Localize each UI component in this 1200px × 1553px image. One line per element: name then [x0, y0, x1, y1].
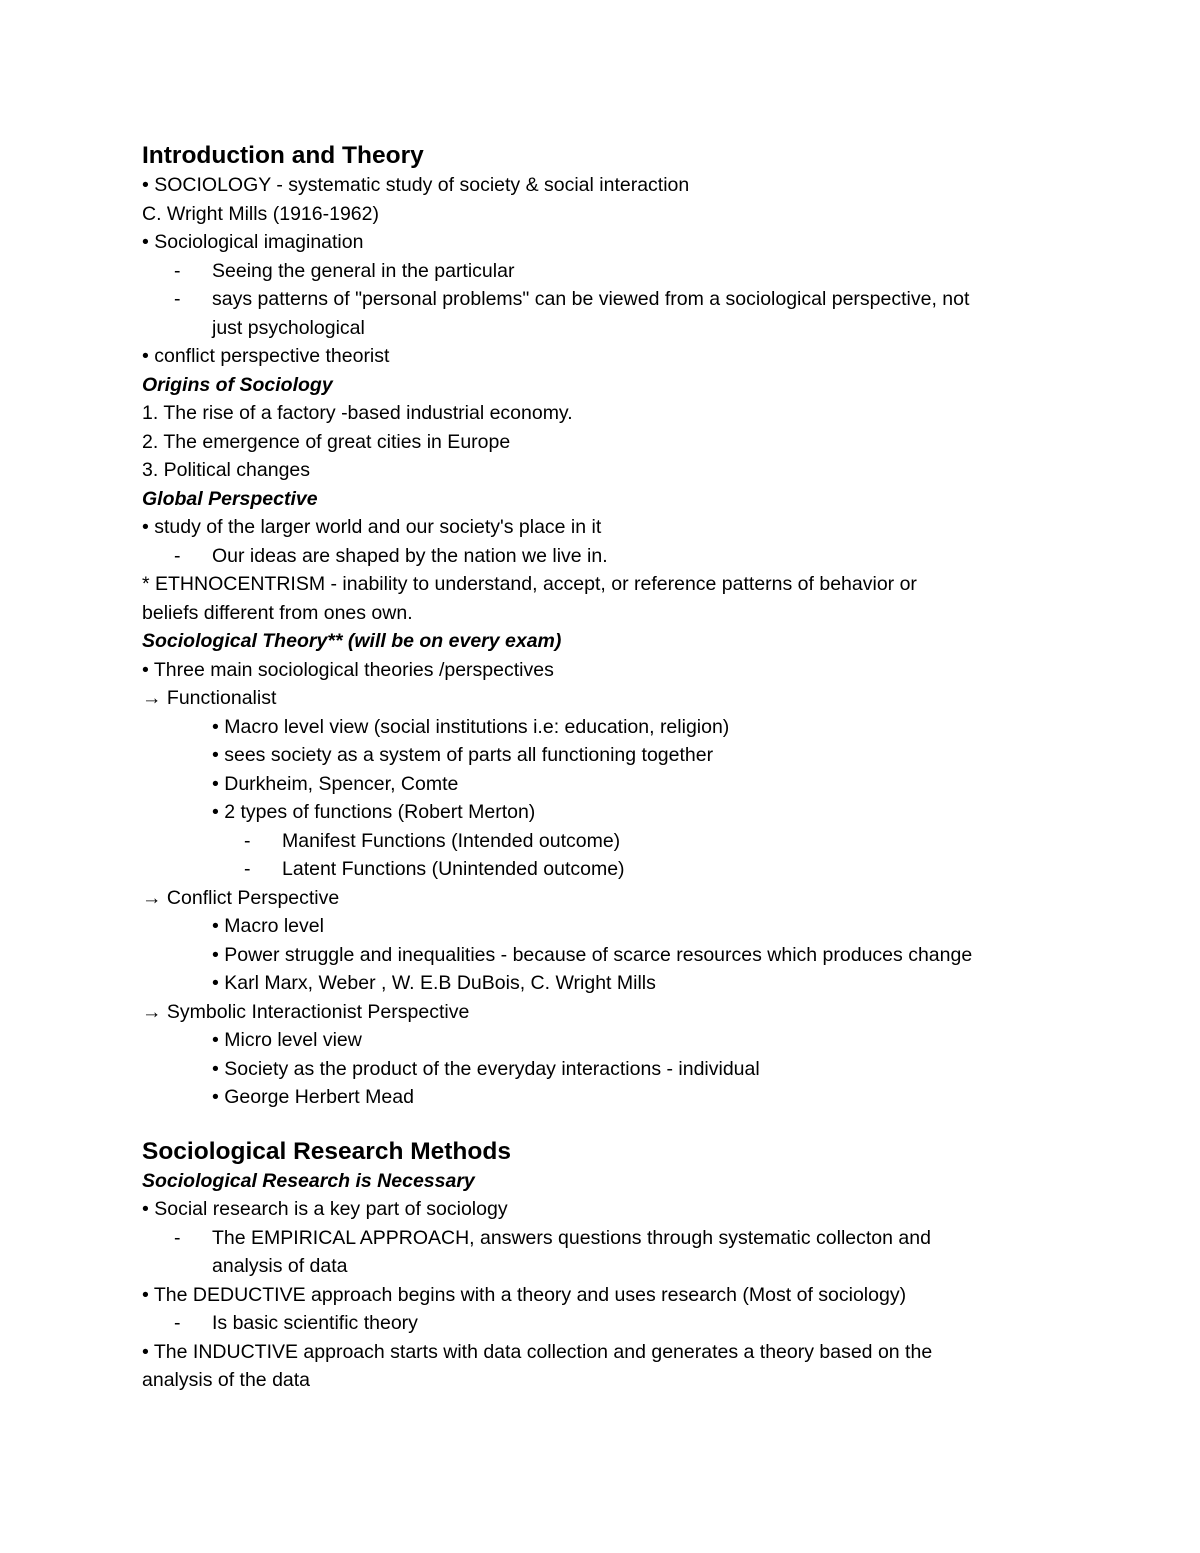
list-item: - Latent Functions (Unintended outcome): [244, 858, 625, 880]
line-sociology-definition: • SOCIOLOGY - systematic study of society & social interaction: [142, 174, 690, 196]
heading-introduction-and-theory: Introduction and Theory: [142, 142, 424, 169]
line-inductive: • The INDUCTIVE approach starts with data collection and generates a theory based on the: [142, 1340, 933, 1363]
subheading-sociological-theory: Sociological Theory** (will be on every exam): [142, 630, 562, 652]
section-gap: [142, 1112, 1082, 1137]
heading-functionalist: → Functionalist: [142, 687, 277, 709]
line-ethnocentrism: * ETHNOCENTRISM - inability to understand, accept, or reference patterns of behavior or: [142, 573, 917, 595]
list-item: - Seeing the general in the particular: [174, 259, 515, 282]
subheading-global-perspective: Global Perspective: [142, 487, 318, 510]
line-ethnocentrism-continuation: beliefs different from ones own.: [142, 601, 413, 624]
list-item: - says patterns of "personal problems" can be viewed from a sociological perspective, not: [174, 288, 970, 310]
list-item-continuation: analysis of data: [212, 1255, 348, 1277]
list-item-continuation: just psychological: [212, 316, 365, 339]
list-item: • 2 types of functions (Robert Merton): [212, 801, 536, 823]
subheading-origins-of-sociology: Origins of Sociology: [142, 373, 333, 396]
list-item: • Macro level: [212, 915, 324, 937]
list-item: - Our ideas are shaped by the nation we live in.: [174, 544, 608, 567]
list-item-text: says patterns of "personal problems" can be viewed from a sociological perspective, not: [212, 288, 970, 310]
list-item: • Macro level view (social institutions i.e: education, religion): [212, 715, 730, 738]
list-item: • Power struggle and inequalities - because of scarce resources which produces change: [212, 943, 973, 966]
list-item: - The EMPIRICAL APPROACH, answers questions through systematic collecton and: [174, 1226, 931, 1249]
line-deductive: • The DEDUCTIVE approach begins with a theory and uses research (Most of sociology): [142, 1283, 907, 1306]
list-item: - Is basic scientific theory: [174, 1312, 418, 1334]
list-item: • Society as the product of the everyday interactions - individual: [212, 1057, 760, 1080]
list-item-text: Manifest Functions (Intended outcome): [282, 829, 621, 852]
line-conflict-theorist: • conflict perspective theorist: [142, 345, 390, 367]
list-item-text: The EMPIRICAL APPROACH, answers questions through systematic collecton and: [212, 1226, 931, 1249]
line-inductive-continuation: analysis of the data: [142, 1369, 311, 1391]
list-item-text: Seeing the general in the particular: [212, 259, 515, 282]
list-item: 2. The emergence of great cities in Europe: [142, 430, 511, 453]
line-global-study: • study of the larger world and our society's place in it: [142, 516, 602, 538]
list-item: • Durkheim, Spencer, Comte: [212, 772, 459, 795]
line-three-theories: • Three main sociological theories /perspectives: [142, 658, 554, 681]
heading-conflict-perspective: → Conflict Perspective: [142, 886, 340, 909]
list-item: 1. The rise of a factory -based industrial economy.: [142, 402, 573, 424]
list-item: • sees society as a system of parts all functioning together: [212, 744, 714, 766]
line-sociological-imagination: • Sociological imagination: [142, 231, 364, 253]
heading-sociological-research-methods: Sociological Research Methods: [142, 1137, 511, 1165]
list-item-text: Latent Functions (Unintended outcome): [282, 858, 625, 880]
list-item: 3. Political changes: [142, 459, 311, 481]
list-item-text: Our ideas are shaped by the nation we live in.: [212, 544, 608, 567]
document-page: [142, 141, 1082, 1395]
heading-symbolic-interactionist: → Symbolic Interactionist Perspective: [142, 1000, 470, 1023]
list-item-text: Is basic scientific theory: [212, 1312, 418, 1334]
line-social-research: • Social research is a key part of sociology: [142, 1198, 508, 1220]
list-item: • Karl Marx, Weber , W. E.B DuBois, C. Wright Mills: [212, 972, 656, 994]
subheading-research-is-necessary: Sociological Research is Necessary: [142, 1169, 475, 1192]
list-item: • George Herbert Mead: [212, 1086, 414, 1108]
list-item: - Manifest Functions (Intended outcome): [244, 829, 621, 852]
line-c-wright-mills: C. Wright Mills (1916-1962): [142, 202, 379, 225]
list-item: • Micro level view: [212, 1029, 362, 1051]
